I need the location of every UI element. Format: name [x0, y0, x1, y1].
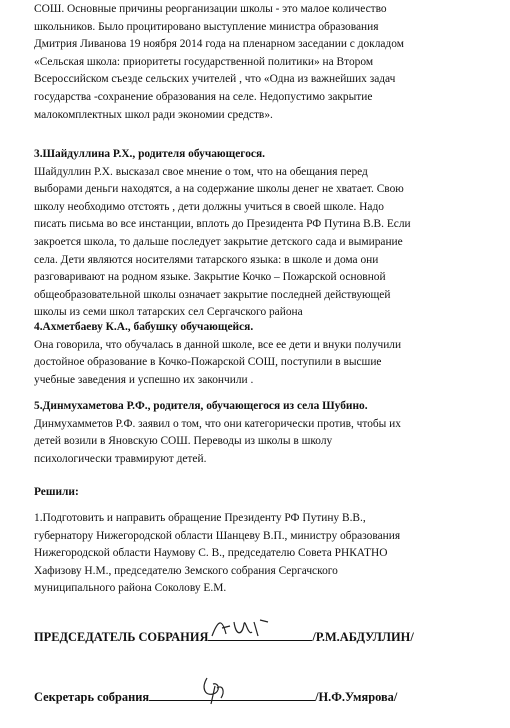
text-line: «Сельская школа: приоритеты государственной политики» на Втором: [34, 55, 374, 68]
text-line: учебные заведения и успешно их закончили .: [34, 373, 254, 386]
speaker-3-section: [34, 146, 500, 322]
text-line: Она говорила, что обучалась в данной школе, все ее дети и внуки получили: [34, 338, 402, 351]
text-line: школу необходимо отстоять , дети должны учиться в своей школе. Надо: [34, 200, 384, 213]
text-line: Нижегородской области Наумову С. В., председателю Совета РНКАТНО: [34, 547, 388, 560]
speaker-3-heading: 3.Шайдуллина Р.Х., родителя обучающегося.: [34, 148, 265, 160]
text-line: общеобразовательной школы означает закрытие последней действующей: [34, 288, 391, 301]
text-line: школьников. Было процитировано выступление министра образования: [34, 20, 379, 33]
text-line: писать письма во все инстанции, вплоть до Президента РФ Путина В.В. Если: [34, 218, 411, 231]
text-line: губернатору Нижегородской области Шанцеву В.П., министру образования: [34, 529, 401, 542]
text-line: разговаривают на родном языке. Закрытие Кочко – Пожарской основной: [34, 271, 386, 284]
text-line: Динмухамметов Р.Ф. заявил о том, что они категорически против, чтобы их: [34, 417, 401, 430]
text-line: 1.Подготовить и направить обращение Президенту РФ Путину В.В.,: [34, 512, 366, 524]
secretary-signature-scribble: [149, 674, 315, 706]
text-line: Хафизову Н.М., председателю Земского собрания Сергачского: [34, 564, 338, 577]
text-line: государства -сохранение образования на селе. Недопустимо закрытие: [34, 90, 373, 103]
secretary-name: /Н.Ф.Умярова/: [315, 690, 398, 704]
secretary-signature-row: [34, 686, 397, 705]
text-line: муниципального района Соколову Е.М.: [34, 582, 227, 595]
text-line: Всероссийском съезде сельских учителей , что «Одна из важнейших задач: [34, 73, 396, 86]
text-line: достойное образование в Кочко-Пожарской СОШ, поступили в высшие: [34, 356, 382, 369]
resolution-heading: Решили:: [34, 486, 79, 498]
speaker-4-section: [34, 319, 500, 389]
speaker-4-heading: 4.Ахметбаеву К.А., бабушку обучающейся.: [34, 321, 254, 333]
text-line: психологически травмируют детей.: [34, 452, 207, 465]
resolution-section: [34, 484, 500, 502]
chair-signature-row: [34, 626, 414, 645]
text-line: школы из семи школ татарских сел Сергачского района: [34, 306, 303, 319]
chair-signature-line: [208, 626, 312, 641]
text-line: села. Дети являются носителями татарского языка: в школе и дома они: [34, 253, 379, 266]
intro-paragraph: [34, 1, 500, 124]
secretary-signature-line: [149, 686, 315, 701]
speaker-5-heading: 5.Динмухаметова Р.Ф., родителя, обучающегося из села Шубино.: [34, 400, 368, 412]
text-line: выборами деньги находятся, а на содержание школы денег не хватает. Свою: [34, 183, 404, 196]
text-line: СОШ. Основные причины реорганизации школы - это малое количество: [34, 3, 387, 15]
text-line: детей возили в Яновскую СОШ. Переводы из школы в школу: [34, 435, 333, 448]
chair-name: /Р.М.АБДУЛЛИН/: [312, 630, 414, 644]
speaker-5-section: [34, 398, 500, 468]
chair-signature-scribble: [208, 614, 312, 642]
text-line: Шайдуллин Р.Х. высказал свое мнение о том, что на обещания перед: [34, 165, 368, 178]
text-line: Дмитрия Ливанова 19 ноября 2014 года на пленарном заседании с докладом: [34, 38, 404, 51]
text-line: малокомплектных школ ради экономии средств».: [34, 108, 273, 121]
chair-label: ПРЕДСЕДАТЕЛЬ СОБРАНИЯ: [34, 630, 209, 644]
text-line: закроется школа, то дальше последует закрытие детского сада и вымирание: [34, 235, 403, 248]
secretary-label: Секретарь собрания: [34, 690, 150, 704]
resolution-text: [34, 510, 500, 598]
